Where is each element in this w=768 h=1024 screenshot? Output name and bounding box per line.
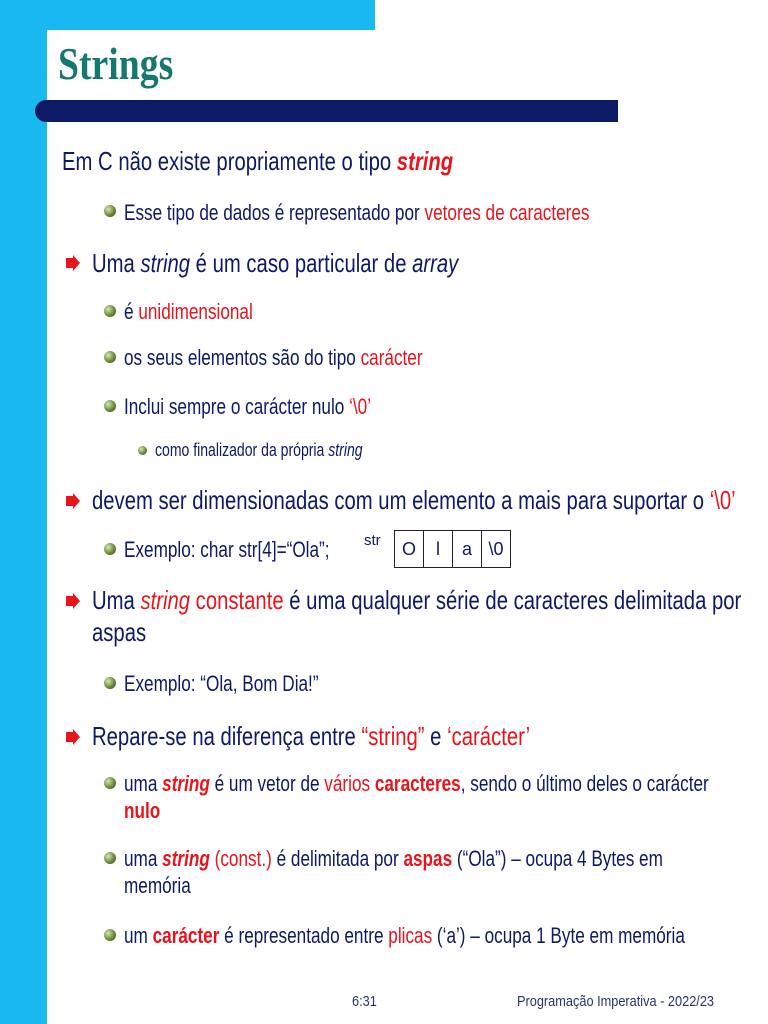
bullet-dot-icon [104, 351, 116, 363]
text-line-12-part-d: ‘carácter’ [447, 721, 531, 751]
text-line-5-part-b: carácter [360, 345, 423, 370]
text-line-8-part-a: devem ser dimensionadas com um elemento a mais para suportar o [92, 485, 710, 515]
text-line-10-cont: aspas [92, 617, 147, 647]
text-line-3-part-c: é um caso particular de [190, 248, 413, 278]
text-line-3-part-b: string [140, 248, 191, 278]
str-cell: \0 [482, 531, 511, 568]
text-line-2-part-b: vetores de caracteres [424, 200, 590, 225]
text-line-14-part-b: string [162, 846, 210, 871]
text-line-4 [124, 299, 253, 325]
text-line-7 [155, 440, 363, 461]
text-line-10-part-c: constante [190, 585, 284, 615]
text-line-1-part-b: string [396, 146, 454, 176]
text-line-13-cont: nulo [124, 798, 161, 823]
text-line-15 [124, 923, 685, 949]
title-underline-bar [35, 100, 618, 122]
text-line-12-part-b: “string” [361, 721, 425, 751]
text-line-4-part-b: unidimensional [138, 299, 253, 324]
text-line-6-part-b: ‘\0’ [349, 394, 372, 419]
text-line-15-part-b: carácter [152, 923, 220, 948]
str-cell: O [395, 531, 424, 568]
text-line-15-part-d: plicas [388, 923, 433, 948]
text-line-3 [92, 248, 458, 279]
str-cell: l [424, 531, 453, 568]
text-line-14 [124, 846, 663, 872]
bullet-dot-icon [104, 400, 116, 412]
sub-bullet-dot-icon [138, 446, 147, 455]
footer-time: 6:31 [352, 993, 377, 1010]
str-array-label: str [364, 532, 381, 549]
string-memory-diagram [394, 530, 511, 568]
bullet-dot-icon [104, 543, 116, 555]
bullet-dot-icon [104, 852, 116, 864]
text-line-10-part-a: Uma [92, 585, 141, 615]
text-line-12 [92, 721, 530, 752]
text-line-15-part-a: um [124, 923, 153, 948]
text-line-15-part-e: (‘a’) – ocupa 1 Byte em memória [432, 923, 685, 948]
text-line-9: Exemplo: char str[4]=“Ola”; [124, 537, 330, 562]
arrow-bullet-icon [64, 729, 80, 745]
top-accent-bar [0, 0, 375, 30]
text-line-10-part-b: string [140, 585, 191, 615]
text-line-11: Exemplo: “Ola, Bom Dia!” [124, 671, 319, 696]
bullet-dot-icon [104, 777, 116, 789]
text-line-7-part-b: string [328, 440, 363, 460]
text-line-12-part-a: Repare-se na diferença entre [92, 721, 362, 751]
text-line-6 [124, 394, 371, 420]
text-line-10-part-d: é uma qualquer série de caracteres delimitada por [283, 585, 742, 615]
text-line-13-part-b: string [162, 771, 210, 796]
left-accent-bar [0, 0, 47, 1024]
text-line-13-part-e: caracteres [370, 771, 461, 796]
arrow-bullet-icon [64, 593, 80, 609]
text-line-8-part-b: ‘\0’ [709, 485, 736, 515]
slide-title: Strings [58, 38, 174, 89]
text-line-14-part-a: uma [124, 846, 163, 871]
text-line-6-part-a: Inclui sempre o carácter nulo [124, 394, 350, 419]
text-line-5-part-a: os seus elementos são do tipo [124, 345, 361, 370]
bullet-dot-icon [104, 929, 116, 941]
text-line-14-part-c: (const.) [209, 846, 272, 871]
text-line-8 [92, 485, 736, 516]
text-line-12-part-c: e [424, 721, 448, 751]
str-cell: a [453, 531, 482, 568]
text-line-1 [62, 146, 453, 177]
arrow-bullet-icon [64, 255, 80, 271]
slide-number: 1 [58, 980, 73, 1013]
bullet-dot-icon [104, 677, 116, 689]
text-line-4-part-a: é [124, 299, 139, 324]
text-line-15-part-c: é representado entre [219, 923, 389, 948]
text-line-14-cont: memória [124, 873, 191, 898]
text-line-14-part-f: (“Ola”) – ocupa 4 Bytes em [452, 846, 663, 871]
text-line-14-part-e: aspas [403, 846, 453, 871]
text-line-13-part-a: uma [124, 771, 163, 796]
text-line-5 [124, 345, 423, 371]
text-line-1-part-a: Em C não existe propriamente o tipo [62, 146, 397, 176]
text-line-14-part-d: é delimitada por [271, 846, 404, 871]
text-line-3-part-d: array [412, 248, 459, 278]
text-line-2-part-a: Esse tipo de dados é representado por [124, 200, 425, 225]
arrow-bullet-icon [64, 493, 80, 509]
bullet-dot-icon [104, 205, 116, 217]
footer-course: Programação Imperativa - 2022/23 [517, 993, 715, 1010]
text-line-13-part-d: vários [324, 771, 371, 796]
text-line-10 [92, 585, 741, 616]
text-line-3-part-a: Uma [92, 248, 141, 278]
text-line-7-part-a: como finalizador da própria [155, 440, 329, 460]
text-line-13-part-f: , sendo o último deles o carácter [460, 771, 709, 796]
text-line-13 [124, 771, 709, 797]
text-line-2 [124, 200, 590, 226]
text-line-13-part-c: é um vetor de [209, 771, 325, 796]
bullet-dot-icon [104, 305, 116, 317]
